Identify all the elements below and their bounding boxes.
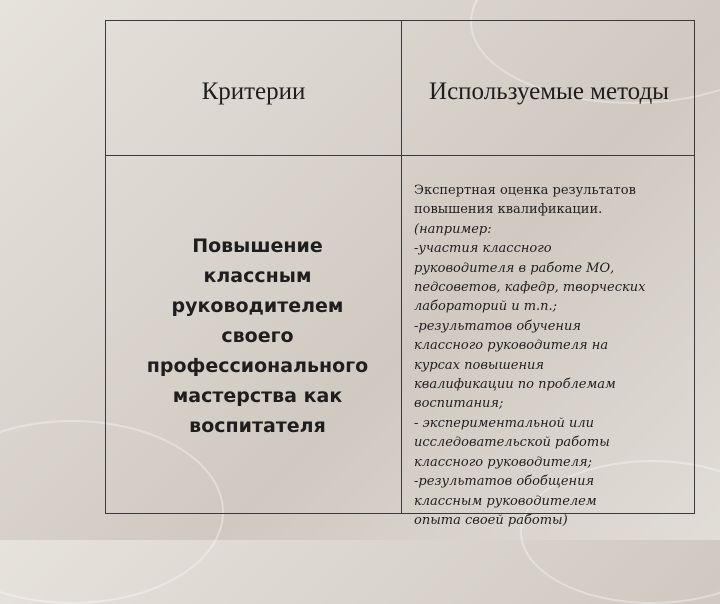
criterion-line: мастерства как [172, 384, 343, 407]
method-line: -результатов обобщения [414, 474, 595, 490]
method-line: руководителя в работе МО, [414, 260, 615, 276]
criterion-line: своего [221, 324, 294, 347]
criterion-line: руководителем [171, 294, 344, 317]
header-methods: Используемые методы [429, 78, 669, 105]
criterion-cell [106, 156, 401, 515]
method-line: опыта своей работы) [414, 512, 568, 528]
criterion-line: Повышение [192, 234, 323, 257]
criterion-line: профессионального [146, 354, 369, 377]
criteria-methods-table [105, 20, 695, 528]
method-line: повышения квалификации. [414, 202, 603, 218]
methods-cell [414, 181, 696, 530]
criterion-line: классным [203, 264, 312, 287]
method-line: исследовательской работы [414, 435, 610, 451]
method-line: курсах повышения [414, 357, 545, 373]
method-line: -результатов обучения [414, 318, 581, 334]
method-line: лабораторий и т.п.; [414, 299, 558, 315]
method-line: - экспериментальной или [414, 415, 594, 431]
method-line: классным руководителем [414, 493, 597, 509]
method-line: -участия классного [414, 241, 552, 257]
criterion-line: воспитателя [189, 414, 326, 437]
method-line: классного руководителя на [414, 338, 609, 354]
header-criteria: Критерии [201, 78, 306, 105]
method-line: воспитания; [414, 396, 504, 412]
method-line: квалификации по проблемам [414, 377, 616, 393]
method-line: Экспертная оценка результатов [414, 183, 636, 198]
method-line: классного руководителя; [414, 454, 593, 470]
method-line: (например: [414, 221, 492, 237]
method-line: педсоветов, кафедр, творческих [414, 280, 646, 296]
criterion-text [147, 231, 368, 441]
